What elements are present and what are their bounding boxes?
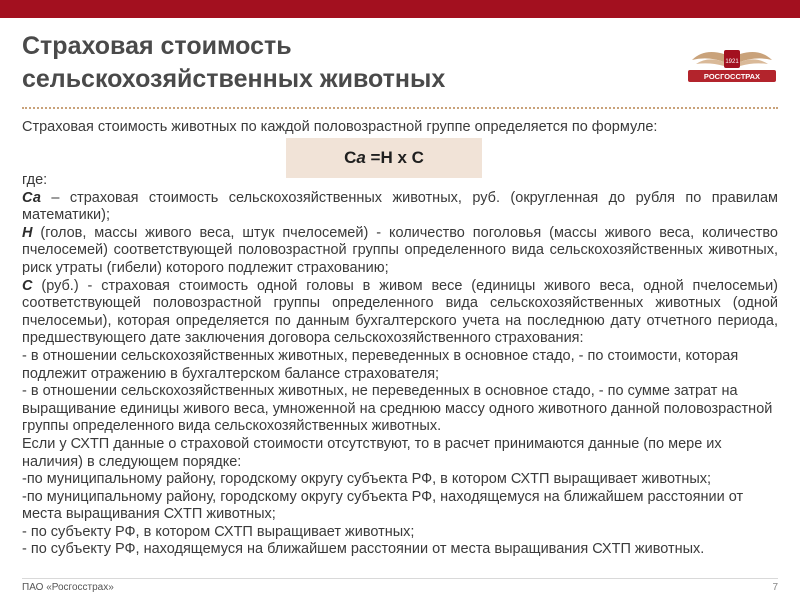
bullet-main-herd: - в отношении сельскохозяйственных животных, переведенных в основное стадо, - по стоимости, которая подлежит отражению в бухгалтерском балансе страхователя; [22,347,739,382]
title-line-1: Страховая стоимость [22,32,292,60]
top-accent-bar [0,0,800,18]
formula-rest: =Н х С [365,148,424,167]
fallback-item-1: -по муниципальному району, городскому округу субъекта РФ, в котором СХТП выращивает животных; [22,471,712,488]
term-c: С [22,277,33,294]
title-divider [22,107,778,109]
definition-h [22,225,778,278]
definition-h-text: (голов, массы живого веса, штук пчелосемей) - количество поголовья (массы живого веса, количество пчелосемей) соответствующей половозрастной группы определенного вида сельскохозяйственных животных, риск утраты (гибели) которого подлежит страхованию; [22,224,778,276]
formula-prefix: С [344,148,357,167]
definition-ca-text: – страховая стоимость сельскохозяйственных животных, руб. (округленная до рубля по правилам математики); [22,189,778,224]
footer-company: ПАО «Росгосстрах» [22,582,114,593]
fallback-intro: Если у СХТП данные о страховой стоимости отсутствуют, то в расчет принимаются данные (по мере их наличия) в следующем порядке: [22,435,722,470]
fallback-item-4: - по субъекту РФ, находящемуся на ближайшем расстоянии от места выращивания СХТП животных. [22,541,705,558]
page-number: 7 [772,582,778,593]
formula-italic: а [356,148,366,167]
svg-text:1921: 1921 [725,59,739,65]
definition-c-text: (руб.) - страховая стоимость одной головы в живом весе (единицы живого веса, одной пчелосемьи) соответствующей половозрастной группы определенного вида сельскохозяйственных животных (одной пчелосемьи), которая определяется по данным бухгалтерского учета на последнюю дату отчетного периода, предшествующего дате заключения договора сельскохозяйственного страхования: [22,277,778,347]
term-ca: Са [22,189,41,206]
title-line-2: сельскохозяйственных животных [22,65,446,93]
term-h: Н [22,224,33,241]
page-title [22,30,662,96]
where-label: где: [22,172,48,188]
fallback-item-2: -по муниципальному району, городскому округу субъекта РФ, находящемуся на ближайшем расстоянии от места выращивания СХТП животных; [22,488,744,523]
bullet-not-main-herd: - в отношении сельскохозяйственных животных, не переведенных в основное стадо, - по сумме затрат на выращивание единицы живого веса, умноженной на среднюю массу одного животного данной половозрастной группы определенного вида сельскохозяйственных животных. [22,383,773,435]
fallback-item-3: - по субъекту РФ, в котором СХТП выращивает животных; [22,523,415,540]
footer-divider [22,578,778,579]
svg-text:РОСГОССТРАХ: РОСГОССТРАХ [703,72,761,81]
definition-ca [22,190,778,225]
rosgosstrakh-logo [684,44,780,88]
definitions-body [22,172,778,559]
intro-text: Страховая стоимость животных по каждой половозрастной группе определяется по формуле: [22,119,658,135]
definition-c [22,278,778,348]
